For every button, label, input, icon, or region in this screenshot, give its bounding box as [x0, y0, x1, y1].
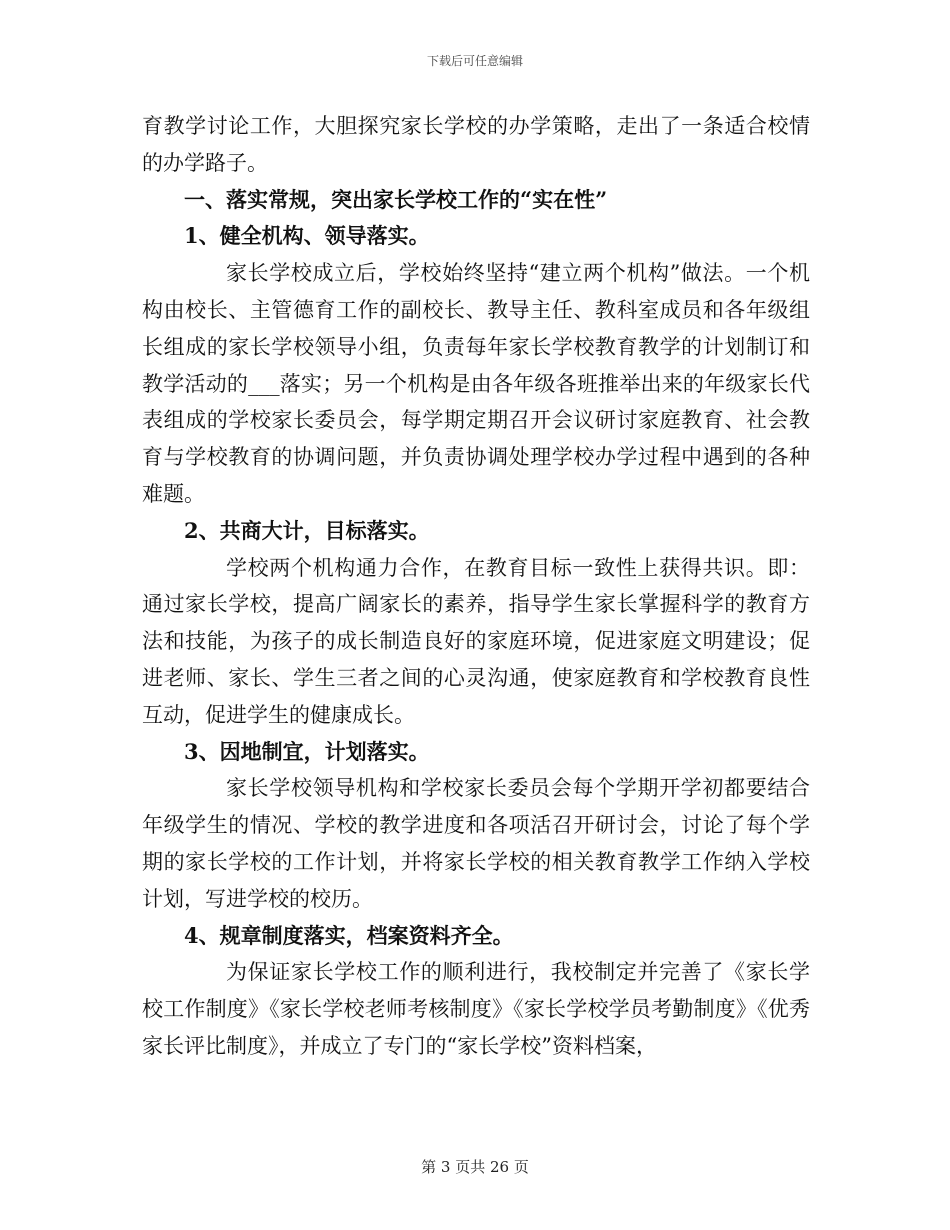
- paragraph-3: 家长学校领导机构和学校家长委员会每个学期开学初都要结合年级学生的情况、学校的教学进度和各项活召开研讨会，讨论了每个学期的家长学校的工作计划，并将家长学校的相关教育教学工作纳入学校计划，写进学校的校历。: [142, 776, 810, 911]
- paragraph-1: 家长学校成立后，学校始终坚持“建立两个机构”做法。一个机构由校长、主管德育工作的副校长、教导主任、教科室成员和各年级组长组成的家长学校领导小组，负责每年家长学校教育教学的计划制订和教学活动的___落实；另一个机构是由各年级各班推举出来的年级家长代表组成的学校家长委员会，每学期定期召开会议研讨家庭教育、社会教育与学校教育的协调问题，并负责协调处理学校办学过程中遇到的各种难题。: [142, 261, 810, 506]
- page-number: 第 3 页共 26 页: [421, 1158, 529, 1176]
- subheading-3: 3、因地制宜，计划落实。: [184, 738, 430, 764]
- subheading-2: 2、共商大计，目标落实。: [184, 517, 430, 543]
- document-body: [142, 108, 810, 1065]
- paragraph-4: 为保证家长学校工作的顺利进行，我校制定并完善了《家长学校工作制度》《家长学校老师考核制度》《家长学校学员考勤制度》《优秀家长评比制度》，并成立了专门的“家长学校”资料档案，: [142, 960, 810, 1058]
- paragraph-2: 学校两个机构通力合作，在教育目标一致性上获得共识。即：通过家长学校，提高广阔家长的素养，指导学生家长掌握科学的教育方法和技能，为孩子的成长制造良好的家庭环境，促进家庭文明建设；促进老师、家长、学生三者之间的心灵沟通，使家庭教育和学校教育良性互动，促进学生的健康成长。: [142, 555, 810, 727]
- section-heading: 一、落实常规，突出家长学校工作的“实在性”: [184, 186, 608, 212]
- subheading-1: 1、健全机构、领导落实。: [184, 223, 430, 249]
- subheading-4: 4、规章制度落实，档案资料齐全。: [184, 922, 514, 948]
- page-header: 下载后可任意编辑: [426, 54, 523, 68]
- paragraph-continuation: 育教学讨论工作，大胆探究家长学校的办学策略，走出了一条适合校情的办学路子。: [142, 114, 810, 175]
